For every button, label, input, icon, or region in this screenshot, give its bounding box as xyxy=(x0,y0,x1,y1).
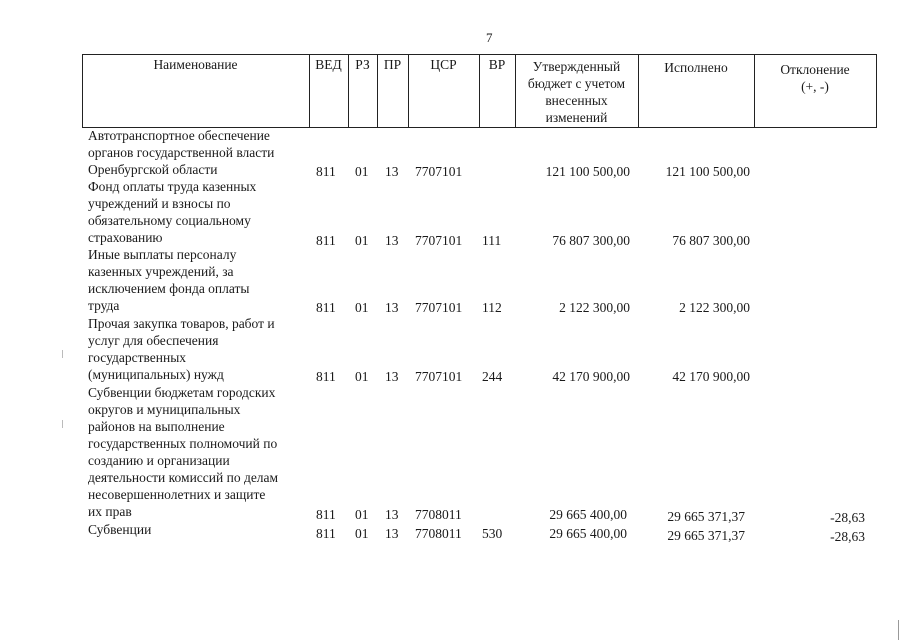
cell-pr: 13 xyxy=(385,526,399,541)
cell-csr: 7707101 xyxy=(415,233,463,248)
cell-ved: 811 xyxy=(316,369,336,384)
cell-pr: 13 xyxy=(385,507,399,522)
row-name xyxy=(88,315,275,383)
cell-csr: 7708011 xyxy=(415,507,462,522)
cell-executed: 42 170 900,00 xyxy=(672,369,750,384)
cell-deviation: -28,63 xyxy=(830,510,865,525)
cell-rz: 01 xyxy=(355,507,369,522)
cell-approved: 121 100 500,00 xyxy=(545,164,630,179)
col-header-deviation-line: (+, -) xyxy=(801,79,829,94)
cell-executed: 76 807 300,00 xyxy=(672,233,750,248)
row-name-line: Фонд оплаты труда казенных xyxy=(88,179,257,194)
cell-approved: 76 807 300,00 xyxy=(552,233,630,248)
row-name-line: Прочая закупка товаров, работ и xyxy=(88,316,275,331)
row-name-line: округов и муниципальных xyxy=(88,402,241,417)
row-name-line: обязательному социальному xyxy=(88,213,251,228)
row-name-line: несовершеннолетних и защите xyxy=(88,487,266,502)
col-header-approved-line: внесенных xyxy=(545,93,608,108)
row-name-line: Иные выплаты персоналу xyxy=(88,247,237,262)
row-name-line: деятельности комиссий по делам xyxy=(88,470,279,485)
cell-executed: 29 665 371,37 xyxy=(667,509,745,524)
cell-ved: 811 xyxy=(316,526,336,541)
col-header-pr: ПР xyxy=(383,57,402,72)
col-header-vr: ВР xyxy=(488,57,506,72)
row-name-line: учреждений и взносы по xyxy=(88,196,231,211)
cell-rz: 01 xyxy=(355,369,369,384)
cell-ved: 811 xyxy=(316,507,336,522)
col-header-csr: ЦСР xyxy=(430,57,457,72)
cell-approved: 29 665 400,00 xyxy=(549,526,627,541)
cell-approved: 2 122 300,00 xyxy=(559,300,630,315)
col-header-approved-line: бюджет с учетом xyxy=(527,76,626,91)
cell-executed: 29 665 371,37 xyxy=(667,528,745,543)
row-name xyxy=(88,178,256,246)
cell-vr: 111 xyxy=(482,233,502,248)
row-name-line: их прав xyxy=(88,504,132,519)
row-name-line: Оренбургской области xyxy=(88,162,218,177)
scan-mark xyxy=(62,420,63,428)
cell-vr: 112 xyxy=(482,300,502,315)
row-name-line: страхованию xyxy=(88,230,163,245)
cell-ved: 811 xyxy=(316,164,336,179)
col-header-deviation-line: Отклонение xyxy=(780,62,850,77)
cell-deviation: -28,63 xyxy=(830,529,865,544)
scan-mark xyxy=(62,350,63,358)
cell-executed: 121 100 500,00 xyxy=(665,164,750,179)
col-header-executed: Исполнено xyxy=(664,60,728,75)
cell-csr: 7707101 xyxy=(415,164,463,179)
col-header-ved: ВЕД xyxy=(315,57,342,72)
row-name-line: труда xyxy=(88,298,120,313)
row-name-line: созданию и организации xyxy=(88,453,230,468)
row-name xyxy=(88,246,250,314)
row-name-line: государственных xyxy=(88,350,187,365)
col-header-deviation xyxy=(754,61,876,95)
col-header-approved xyxy=(515,58,638,126)
col-header-approved-line: Утвержденный xyxy=(532,59,621,74)
row-name xyxy=(88,384,278,520)
cell-pr: 13 xyxy=(385,369,399,384)
row-name xyxy=(88,127,274,178)
cell-pr: 13 xyxy=(385,164,399,179)
col-header-name: Наименование xyxy=(153,57,238,72)
cell-pr: 13 xyxy=(385,300,399,315)
cell-vr: 530 xyxy=(482,526,503,541)
row-name-line: (муниципальных) нужд xyxy=(88,367,224,382)
cell-rz: 01 xyxy=(355,300,369,315)
col-divider xyxy=(876,54,877,128)
scan-edge-mark xyxy=(898,620,899,640)
col-header-rz: РЗ xyxy=(355,57,370,72)
row-name xyxy=(88,521,151,538)
cell-rz: 01 xyxy=(355,526,369,541)
page-number: 7 xyxy=(486,30,493,45)
cell-rz: 01 xyxy=(355,233,369,248)
cell-rz: 01 xyxy=(355,164,369,179)
row-name-line: казенных учреждений, за xyxy=(88,264,234,279)
cell-approved: 29 665 400,00 xyxy=(549,507,627,522)
row-name-line: услуг для обеспечения xyxy=(88,333,219,348)
cell-executed: 2 122 300,00 xyxy=(679,300,750,315)
row-name-line: Субвенции xyxy=(88,522,152,537)
row-name-line: Автотранспортное обеспечение xyxy=(88,128,270,143)
cell-approved: 42 170 900,00 xyxy=(552,369,630,384)
cell-vr: 244 xyxy=(482,369,503,384)
cell-ved: 811 xyxy=(316,233,336,248)
cell-csr: 7707101 xyxy=(415,300,463,315)
cell-ved: 811 xyxy=(316,300,336,315)
cell-csr: 7707101 xyxy=(415,369,463,384)
table-header xyxy=(82,54,877,128)
row-name-line: районов на выполнение xyxy=(88,419,225,434)
row-name-line: органов государственной власти xyxy=(88,145,275,160)
row-name-line: Субвенции бюджетам городских xyxy=(88,385,276,400)
cell-pr: 13 xyxy=(385,233,399,248)
row-name-line: государственных полномочий по xyxy=(88,436,278,451)
col-header-approved-line: изменений xyxy=(545,110,608,125)
row-name-line: исключением фонда оплаты xyxy=(88,281,250,296)
cell-csr: 7708011 xyxy=(415,526,462,541)
